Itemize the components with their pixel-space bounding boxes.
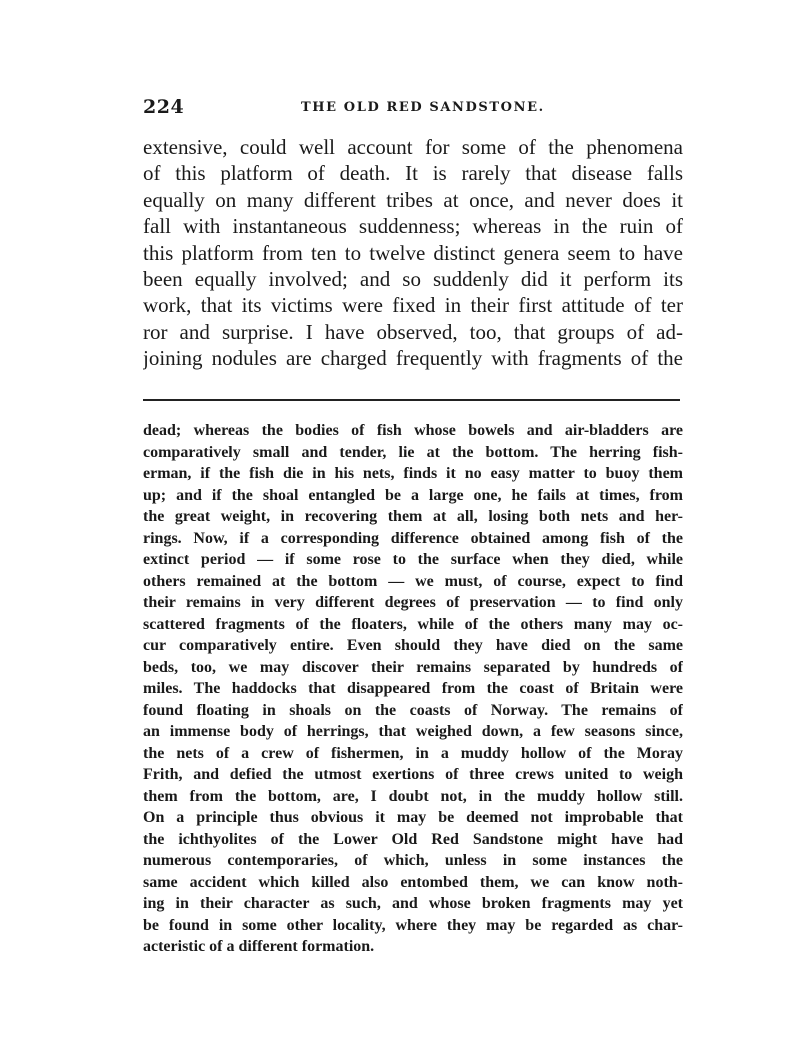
page-number: 224: [143, 96, 185, 118]
footnote-line: others remained at the bottom — we must, of course, expect to find: [143, 572, 683, 590]
footnote-line: Frith, and defied the utmost exertions of three crews united to weigh: [143, 766, 683, 783]
main-text-block: [143, 134, 683, 372]
footnote-line: numerous contemporaries, of which, unless in some instances the: [143, 852, 683, 869]
footnote-line: them from the bottom, are, I doubt not, in the muddy hollow still.: [143, 787, 683, 805]
footnote-line: scattered fragments of the floaters, while of the others many may oc-: [143, 615, 683, 633]
main-text-line: extensive, could well account for some of the phenomena: [143, 135, 683, 159]
footnote-line: their remains in very different degrees of preservation — to find only: [143, 594, 683, 611]
footnote-line: erman, if the fish die in his nets, finds it no easy matter to buoy them: [143, 465, 683, 482]
main-text-line: of this platform of death. It is rarely that disease falls: [143, 161, 683, 186]
footnote-block: [143, 420, 683, 958]
main-text-line: ror and surprise. I have observed, too, that groups of ad-: [143, 319, 683, 344]
main-text-line: work, that its victims were fixed in their first attitude of ter: [143, 293, 683, 318]
main-text-line: joining nodules are charged frequently with fragments of the: [143, 346, 683, 371]
footnote-line: On a principle thus obvious it may be deemed not improbable that: [143, 809, 683, 826]
footnote-line: rings. Now, if a corresponding difference obtained among fish of the: [143, 529, 683, 547]
main-text-line: fall with instantaneous suddenness; whereas in the ruin of: [143, 214, 683, 239]
footnote-line: acteristic of a different formation.: [143, 938, 375, 955]
footnote-line: up; and if the shoal entangled be a large one, he fails at times, from: [143, 486, 683, 504]
main-text-line: been equally involved; and so suddenly did it perform its: [143, 266, 683, 291]
footnote-line: miles. The haddocks that disappeared from the coast of Britain were: [143, 680, 683, 697]
footnote-line: an immense body of herrings, that weighed down, a few seasons since,: [143, 723, 683, 740]
footnote-line: extinct period — if some rose to the surface when they died, while: [143, 551, 683, 568]
main-text-line: equally on many different tribes at once, and never does it: [143, 187, 683, 212]
main-text-line: this platform from ten to twelve distinct genera seem to have: [143, 240, 683, 265]
footnote-divider: [143, 399, 680, 401]
footnote-line: the ichthyolites of the Lower Old Red Sandstone might have had: [143, 830, 683, 848]
footnote-line: found floating in shoals on the coasts of Norway. The remains of: [143, 701, 683, 719]
footnote-line: comparatively small and tender, lie at the bottom. The herring fish-: [143, 443, 683, 461]
running-title: THE OLD RED SANDSTONE.: [301, 100, 545, 115]
footnote-line: same accident which killed also entombed them, we can know noth-: [143, 873, 683, 891]
footnote-line: beds, too, we may discover their remains separated by hundreds of: [143, 658, 683, 676]
running-head: [143, 96, 683, 120]
footnote-line: ing in their character as such, and whose broken fragments may yet: [143, 895, 683, 912]
footnote-line: dead; whereas the bodies of fish whose bowels and air-bladders are: [143, 422, 683, 439]
footnote-line: the great weight, in recovering them at all, losing both nets and her-: [143, 508, 683, 525]
footnote-line: be found in some other locality, where they may be regarded as char-: [143, 916, 683, 934]
footnote-line: cur comparatively entire. Even should they have died on the same: [143, 637, 683, 654]
footnote-line: the nets of a crew of fishermen, in a muddy hollow of the Moray: [143, 744, 683, 762]
